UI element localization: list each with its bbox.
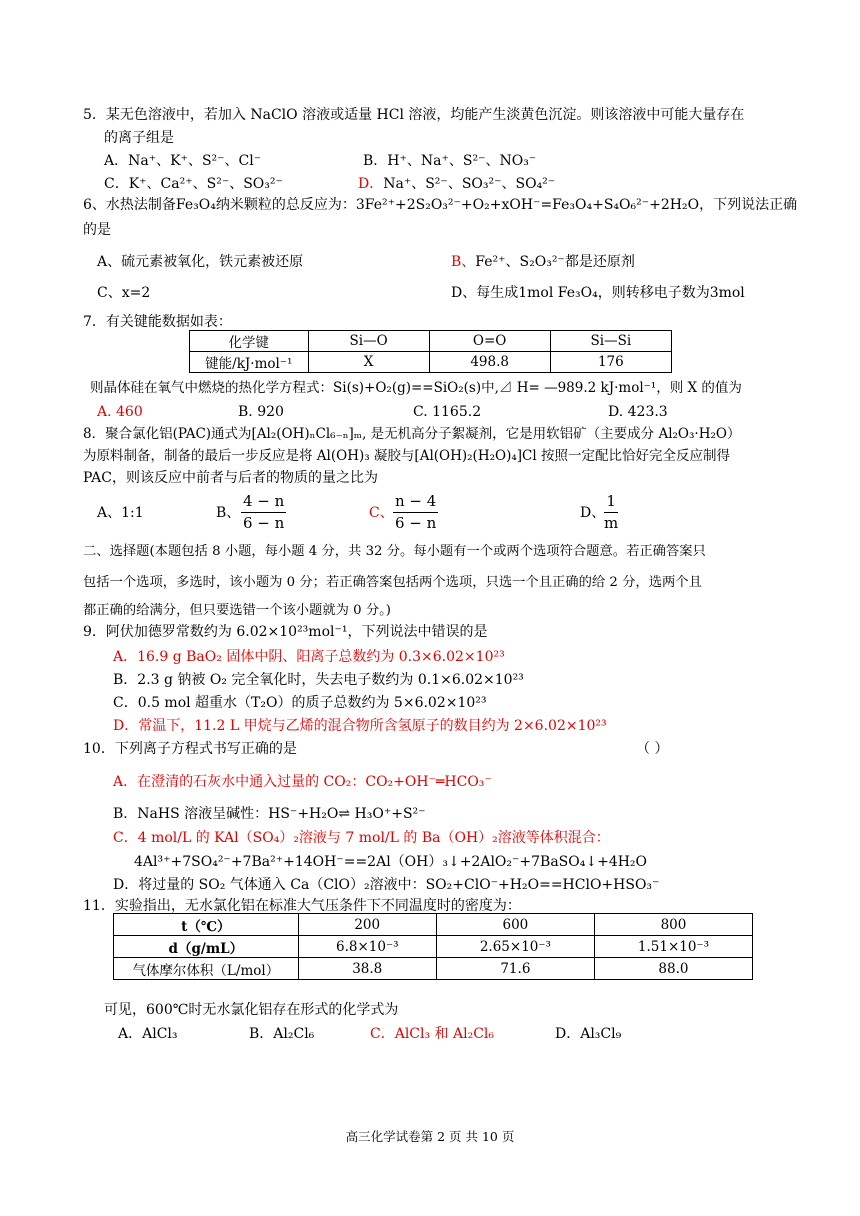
q10-option-a (113, 773, 492, 791)
q9-option-b: B．2.3 g 钠被 O₂ 完全氧化时，失去电子数约为 0.1×6.02×10²³ (113, 672, 524, 688)
q5-option-d (358, 175, 555, 193)
q10-stem: 10．下列离子方程式书写正确的是 (83, 741, 297, 757)
q6-stem: 6、水热法制备Fe₃O₄纳米颗粒的总反应为：3Fe²⁺+2S₂O₃²⁻+O₂+xOH⁻=Fe₃O₄+S₄O₆²⁻+2H₂O，下列说法正确 (83, 197, 798, 213)
q10-option-c-equation: 4Al³⁺+7SO₄²⁻+7Ba²⁺+14OH⁻==2Al（OH）₃↓+2AlO₂⁻+7BaSO₄↓+4H₂O (134, 854, 648, 870)
table-cell: X (308, 352, 429, 373)
q11-density-table (113, 913, 753, 980)
q7-stem: 7．有关键能数据如表： (83, 314, 232, 330)
table-cell: 38.8 (298, 958, 436, 980)
q7-option-b: B. 920 (238, 404, 284, 420)
q9-option-d (113, 717, 607, 735)
table-cell: 气体摩尔体积（L/mol） (114, 958, 299, 980)
table-cell: 200 (298, 914, 436, 936)
table-cell: 176 (550, 352, 671, 373)
table-cell: Si—O (308, 331, 429, 352)
q5-option-b: B．H⁺、Na⁺、S²⁻、NO₃⁻ (363, 153, 537, 169)
table-cell: 6.8×10⁻³ (298, 936, 436, 958)
fraction-denominator: 6 − n (395, 514, 437, 532)
table-cell: 2.65×10⁻³ (436, 936, 594, 958)
q6-option-a: A、硫元素被氧化，铁元素被还原 (97, 254, 304, 270)
q5-stem-cont: 的离子组是 (104, 130, 174, 146)
page-footer: 高三化学试卷第 2 页 共 10 页 (345, 1129, 515, 1144)
table-cell: 化学键 (190, 331, 309, 352)
q10-option-d: D．将过量的 SO₂ 气体通入 Ca（ClO）₂溶液中：SO₂+ClO⁻+H₂O==HClO+HSO₃⁻ (113, 877, 660, 893)
fraction-denominator: 6 − n (243, 514, 285, 532)
q7-option-a: A. 460 (97, 404, 143, 420)
q10-option-c (113, 829, 610, 847)
q8-option-d-label: D、 (580, 505, 606, 521)
q6-option-b-text: Fe²⁺、S₂O₃²⁻都是还原剂 (475, 254, 635, 270)
q8-option-b-fraction (241, 492, 286, 533)
q8-stem-cont2: PAC，则该反应中前者与后者的物质的量之比为 (83, 470, 378, 486)
table-row (114, 936, 753, 958)
q6-option-c: C、x=2 (97, 285, 151, 301)
q8-option-c-fraction (393, 492, 438, 533)
q10-option-c-text: C．4 mol/L 的 KAl（SO₄）₂溶液与 7 mol/L 的 Ba（OH）₂溶液等体积混合： (113, 830, 610, 846)
q9-option-a (113, 648, 505, 666)
q7-text: 则晶体硅在氧气中燃烧的热化学方程式：Si(s)+O₂(g)==SiO₂(s)中,⊿ H= —989.2 kJ·mol⁻¹，则 X 的值为 (90, 380, 742, 396)
q11-option-d: D．Al₃Cl₉ (555, 1026, 622, 1042)
table-cell: O=O (429, 331, 550, 352)
q6-stem-cont: 的是 (83, 222, 111, 238)
q5-option-d-text: Na⁺、S²⁻、SO₃²⁻、SO₄²⁻ (383, 176, 556, 192)
table-row (114, 914, 753, 936)
q11-option-c-text: C．AlCl₃ 和 Al₂Cl₆ (370, 1026, 495, 1042)
q5-option-d-label: D． (358, 176, 384, 192)
q11-option-b: B．Al₂Cl₆ (249, 1026, 315, 1042)
table-cell: 键能/kJ·mol⁻¹ (190, 352, 309, 373)
q10-option-a-text: A．在澄清的石灰水中通入过量的 CO₂：CO₂+OH⁻═HCO₃⁻ (113, 774, 492, 790)
q9-option-d-text: D．常温下，11.2 L 甲烷与乙烯的混合物所含氢原子的数目约为 2×6.02×10²³ (113, 718, 607, 734)
fraction-numerator: 1 (604, 492, 618, 513)
q8-stem: 8．聚合氯化铝(PAC)通式为[Al₂(OH)ₙCl₆₋ₙ]ₘ, 是无机高分子絮凝剂，它是用软铝矿（主要成分 Al₂O₃·H₂O） (83, 426, 741, 442)
q8-option-c-label: C、 (369, 505, 394, 521)
q7-option-c: C. 1165.2 (413, 404, 482, 420)
q8-stem-cont: 为原料制备，制备的最后一步反应是将 Al(OH)₃ 凝胶与[Al(OH)₂(H₂O)₄]Cl 按照一定配比恰好完全反应制得 (83, 448, 730, 464)
table-row (190, 331, 672, 352)
table-cell: 800 (594, 914, 752, 936)
q8-option-b-label: B、 (216, 505, 241, 521)
q6-option-b-label: B、 (451, 254, 476, 270)
q6-option-d: D、每生成1mol Fe₃O₄，则转移电子数为3mol (451, 285, 745, 301)
q11-stem: 11．实验指出，无水氯化铝在标准大气压条件下不同温度时的密度为： (83, 898, 521, 914)
q10-answer-paren: （ ） (636, 741, 669, 757)
q7-option-d: D. 423.3 (608, 404, 668, 420)
section2-instructions-line1: 二、选择题(本题包括 8 小题，每小题 4 分，共 32 分。每小题有一个或两个选项符合题意。若正确答案只 (83, 544, 706, 559)
fraction-denominator: m (604, 514, 619, 532)
table-row (114, 958, 753, 980)
table-cell: 600 (436, 914, 594, 936)
section2-instructions-line3: 都正确的给满分，但只要选错一个该小题就为 0 分。) (83, 603, 391, 618)
table-cell: t（℃） (114, 914, 299, 936)
table-cell: 498.8 (429, 352, 550, 373)
fraction-numerator: 4 − n (241, 492, 286, 513)
table-cell: d（g/mL） (114, 936, 299, 958)
fraction-numerator: n − 4 (393, 492, 438, 513)
q7-bond-table (189, 330, 672, 373)
q11-option-c (370, 1025, 494, 1043)
section2-instructions-line2: 包括一个选项，多选时，该小题为 0 分；若正确答案包括两个选项，只选一个且正确的给 2 分，选两个且 (83, 575, 702, 590)
q8-option-a: A、1:1 (97, 505, 144, 521)
q6-option-b (451, 253, 635, 271)
q11-text: 可见，600℃时无水氯化铝存在形式的化学式为 (104, 1002, 399, 1018)
q10-option-b: B．NaHS 溶液呈碱性：HS⁻+H₂O⇌ H₃O⁺+S²⁻ (113, 806, 426, 822)
q9-option-a-text: A．16.9 g BaO₂ 固体中阴、阳离子总数约为 0.3×6.02×10²³ (113, 649, 505, 665)
q8-option-d-fraction (604, 492, 618, 533)
table-row (190, 352, 672, 373)
table-cell: 1.51×10⁻³ (594, 936, 752, 958)
q5-option-c: C．K⁺、Ca²⁺、S²⁻、SO₃²⁻ (104, 176, 283, 192)
table-cell: 88.0 (594, 958, 752, 980)
q5-stem: 5．某无色溶液中，若加入 NaClO 溶液或适量 HCl 溶液，均能产生淡黄色沉淀。则该溶液中可能大量存在 (83, 107, 745, 123)
q9-stem: 9．阿伏加德罗常数约为 6.02×10²³mol⁻¹，下列说法中错误的是 (83, 624, 488, 640)
table-cell: Si—Si (550, 331, 671, 352)
q11-option-a: A．AlCl₃ (118, 1026, 178, 1042)
q5-option-a: A．Na⁺、K⁺、S²⁻、Cl⁻ (104, 153, 262, 169)
table-cell: 71.6 (436, 958, 594, 980)
q9-option-c: C．0.5 mol 超重水（T₂O）的质子总数约为 5×6.02×10²³ (113, 695, 487, 711)
